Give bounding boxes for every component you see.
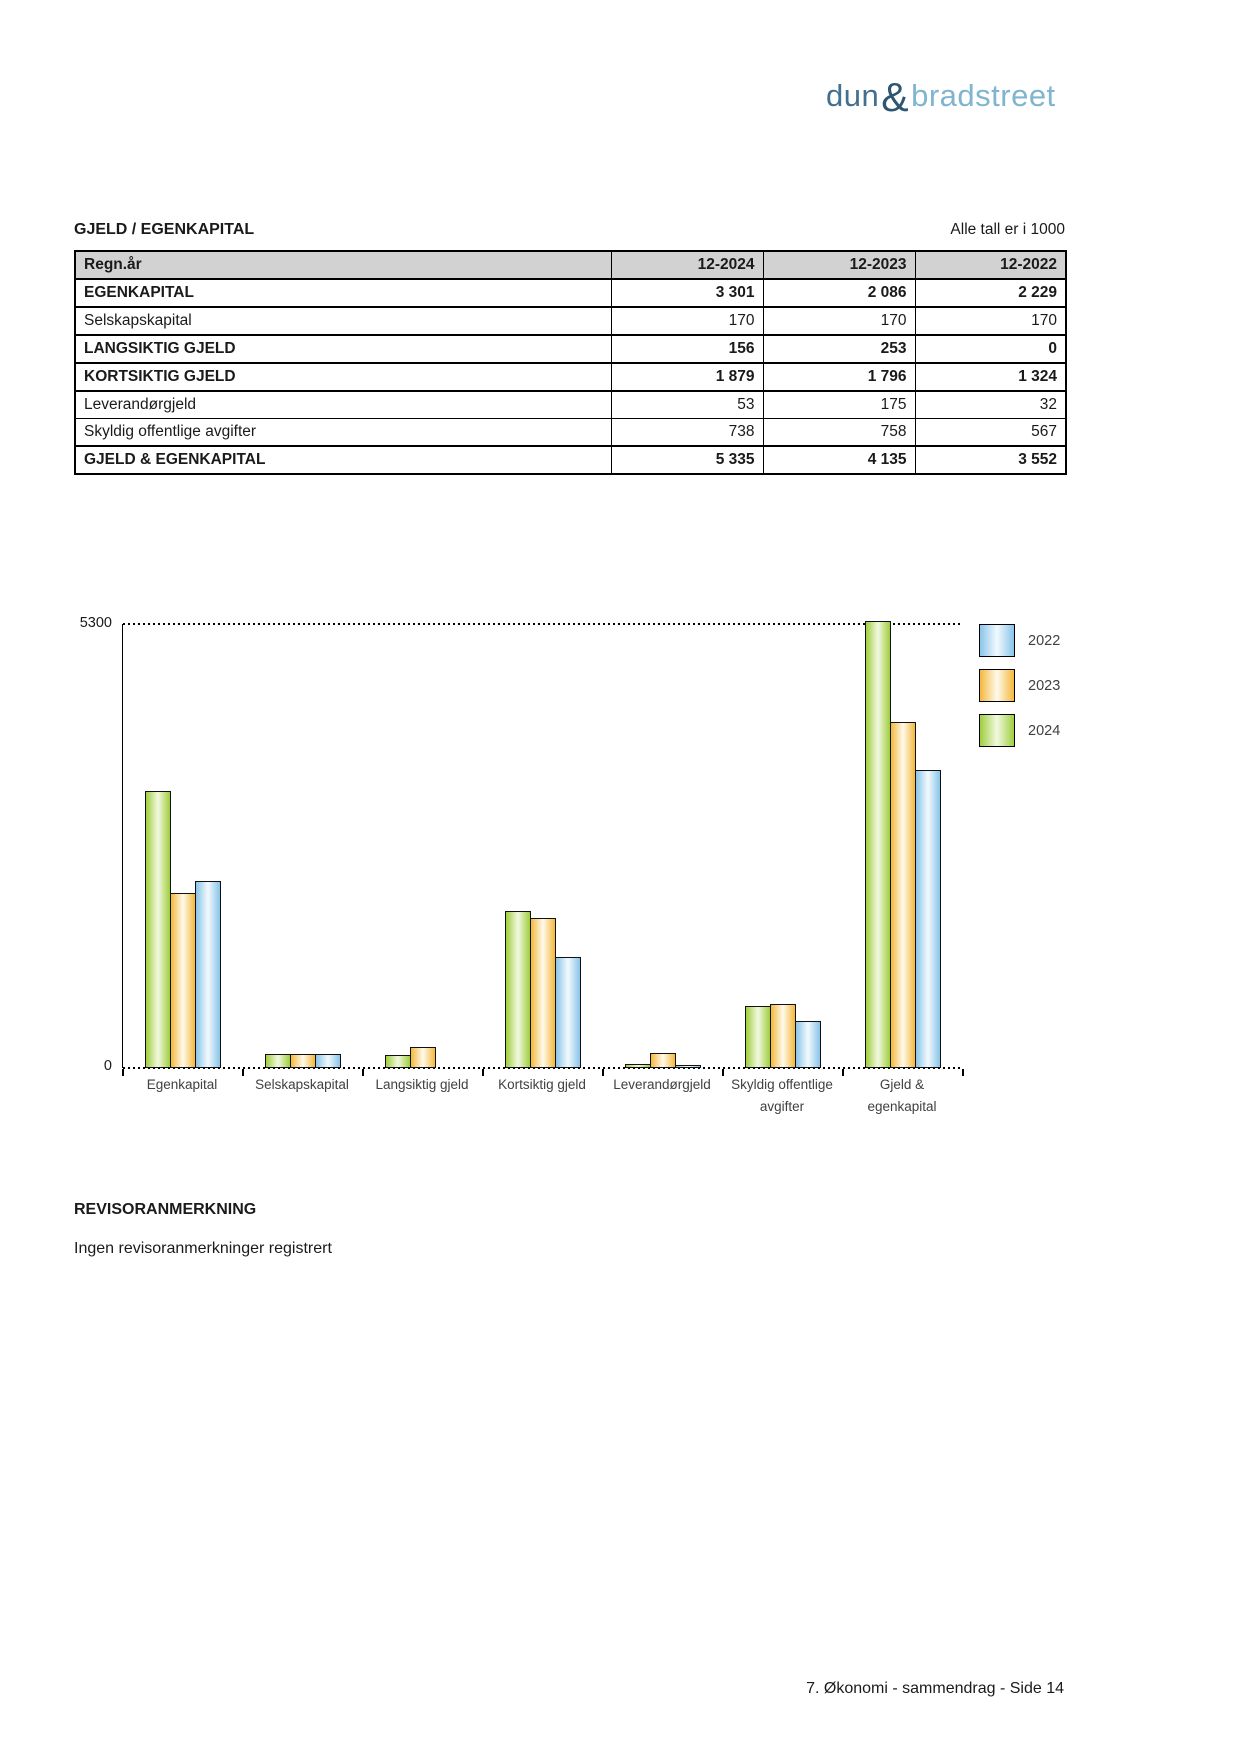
- legend-label: 2022: [1028, 632, 1061, 649]
- row-value: 4 135: [763, 446, 915, 474]
- bar-2024: [385, 1055, 411, 1068]
- bar-group: [483, 624, 603, 1068]
- row-value: 170: [915, 307, 1066, 335]
- bar-group: [723, 624, 843, 1068]
- row-label: Leverandørgjeld: [75, 391, 611, 419]
- row-value: 1 796: [763, 363, 915, 391]
- bar-group: [123, 624, 243, 1068]
- bar-2024: [265, 1054, 291, 1068]
- row-value: 170: [611, 307, 763, 335]
- bar-2024: [745, 1006, 771, 1068]
- row-value: 758: [763, 419, 915, 447]
- table-row: [75, 307, 1066, 335]
- bar-2023: [650, 1053, 676, 1068]
- x-axis-label: Gjeld & egenkapital: [867, 1077, 937, 1114]
- legend-item: [979, 624, 1060, 657]
- table-row: [75, 391, 1066, 419]
- logo-text-dun: dun: [826, 78, 880, 113]
- bar-chart: [122, 624, 963, 1068]
- chart-bars: [123, 624, 963, 1068]
- section-heading-row: [74, 221, 1065, 239]
- bar-group: [843, 624, 963, 1068]
- row-value: 253: [763, 335, 915, 363]
- bar-2022: [795, 1021, 821, 1068]
- bar-2024: [865, 621, 891, 1068]
- legend-swatch-2024: [979, 714, 1015, 747]
- row-label: Selskapskapital: [75, 307, 611, 335]
- bar-2023: [530, 918, 556, 1068]
- x-axis-label: Langsiktig gjeld: [375, 1077, 469, 1092]
- y-axis-min-label: 0: [103, 1058, 112, 1074]
- column-header-label: Regn.år: [75, 251, 611, 279]
- bar-2023: [410, 1047, 436, 1068]
- legend-swatch-2023: [979, 669, 1015, 702]
- x-axis-label: Egenkapital: [146, 1077, 218, 1092]
- row-value: 3 552: [915, 446, 1066, 474]
- legend-label: 2024: [1028, 722, 1061, 739]
- table-row: [75, 279, 1066, 307]
- row-value: 2 086: [763, 279, 915, 307]
- row-value: 0: [915, 335, 1066, 363]
- chart-legend: [979, 624, 1060, 759]
- bar-2024: [625, 1064, 651, 1068]
- row-value: 1 879: [611, 363, 763, 391]
- x-axis-label: Selskapskapital: [255, 1077, 349, 1092]
- legend-label: 2023: [1028, 677, 1061, 694]
- table-row: [75, 335, 1066, 363]
- row-label: GJELD & EGENKAPITAL: [75, 446, 611, 474]
- row-value: 32: [915, 391, 1066, 419]
- bar-2022: [915, 770, 941, 1068]
- revisor-title: REVISORANMERKNING: [74, 1201, 257, 1218]
- x-axis-label: Kortsiktig gjeld: [498, 1077, 586, 1092]
- row-label: KORTSIKTIG GJELD: [75, 363, 611, 391]
- row-value: 3 301: [611, 279, 763, 307]
- bar-2022: [555, 957, 581, 1068]
- y-axis-max-label: 5300: [79, 615, 112, 631]
- column-header-year: 12-2022: [915, 251, 1066, 279]
- row-value: 2 229: [915, 279, 1066, 307]
- x-axis-label: Skyldig offentlige avgifter: [731, 1077, 833, 1114]
- bar-2024: [145, 791, 171, 1068]
- legend-item: [979, 669, 1060, 702]
- gjeld-egenkapital-table: [74, 250, 1067, 475]
- bar-2023: [770, 1004, 796, 1068]
- row-value: 170: [763, 307, 915, 335]
- bar-2022: [315, 1054, 341, 1068]
- row-label: Skyldig offentlige avgifter: [75, 419, 611, 447]
- legend-item: [979, 714, 1060, 747]
- row-label: LANGSIKTIG GJELD: [75, 335, 611, 363]
- row-value: 1 324: [915, 363, 1066, 391]
- bar-2023: [290, 1054, 316, 1068]
- table-row: [75, 419, 1066, 447]
- x-axis-tick: [962, 1069, 964, 1076]
- row-value: 156: [611, 335, 763, 363]
- bar-2022: [195, 881, 221, 1068]
- legend-swatch-2022: [979, 624, 1015, 657]
- bar-2024: [505, 911, 531, 1068]
- column-header-year: 12-2023: [763, 251, 915, 279]
- bar-2023: [170, 893, 196, 1068]
- section-title: GJELD / EGENKAPITAL: [74, 221, 255, 238]
- bar-group: [243, 624, 363, 1068]
- bar-2022: [675, 1065, 701, 1068]
- logo-text-bradstreet: bradstreet: [911, 78, 1056, 113]
- row-value: 738: [611, 419, 763, 447]
- logo-ampersand-icon: &: [881, 74, 910, 120]
- row-value: 567: [915, 419, 1066, 447]
- column-header-year: 12-2024: [611, 251, 763, 279]
- table-header: [75, 251, 1066, 279]
- x-axis-label: Leverandørgjeld: [613, 1077, 711, 1092]
- bar-group: [363, 624, 483, 1068]
- page-footer: 7. Økonomi - sammendrag - Side 14: [806, 1680, 1064, 1697]
- row-value: 53: [611, 391, 763, 419]
- x-axis-labels: [122, 1074, 962, 1117]
- bar-2023: [890, 722, 916, 1068]
- bar-group: [603, 624, 723, 1068]
- table-body: [75, 279, 1066, 474]
- units-note: Alle tall er i 1000: [950, 221, 1065, 238]
- row-value: 5 335: [611, 446, 763, 474]
- revisor-text: Ingen revisoranmerkninger registrert: [74, 1240, 332, 1257]
- row-label: EGENKAPITAL: [75, 279, 611, 307]
- table-row: [75, 363, 1066, 391]
- dun-bradstreet-logo: [826, 74, 1056, 121]
- table-row: [75, 446, 1066, 474]
- row-value: 175: [763, 391, 915, 419]
